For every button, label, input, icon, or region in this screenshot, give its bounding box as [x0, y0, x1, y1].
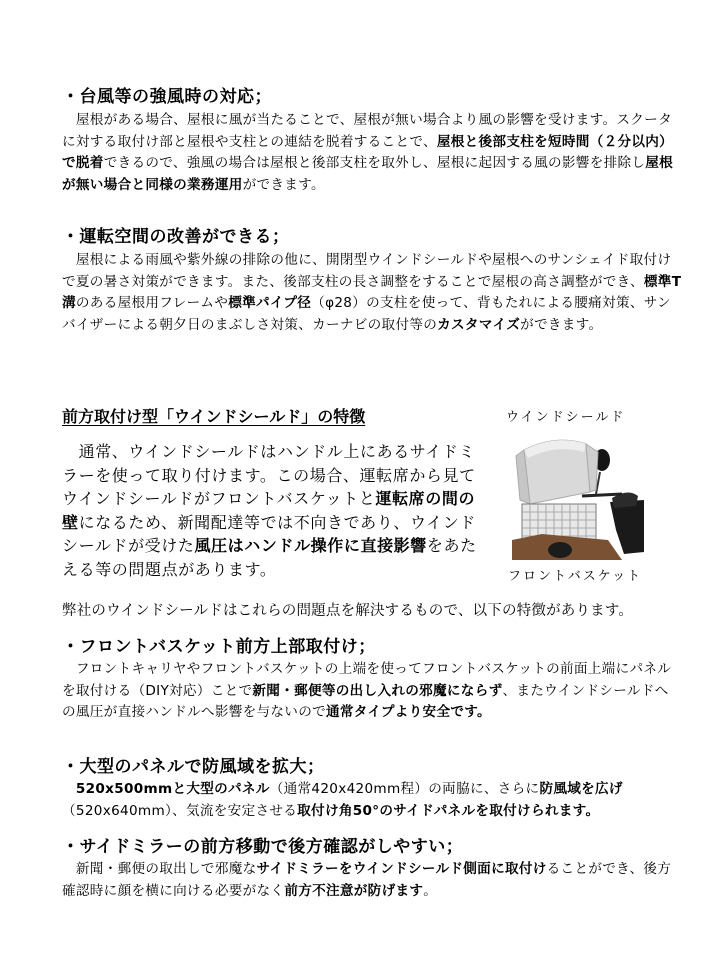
feature-heading: ・大型のパネルで防風域を拡大； [62, 757, 325, 777]
text-run-bold: 前方不注意が防げます [284, 882, 424, 899]
text-run: をあたえる等の問題点があります。 [62, 536, 477, 579]
feature-heading: ・サイドミラーの前方移動で後方確認がしやすい； [62, 837, 464, 857]
text-run: のある屋根用フレームや [75, 295, 229, 311]
section-heading: ・台風等の強風時の対応； [62, 87, 272, 107]
figure-label-front-basket: フロントバスケット [508, 569, 643, 584]
text-run-bold: サイドミラーをウインドシールド側面に取付け [256, 861, 547, 877]
section-heading: ・運転空間の改善ができる； [62, 227, 290, 247]
scooter-windshield-photo [512, 430, 644, 560]
text-run-bold: 通常タイプより安全です。 [325, 704, 491, 720]
text-run: フロントキャリヤやフロントバスケットの上端を使ってフロントバスケットの前面上端にパネルを取付ける（DIY対応）ことで [62, 661, 672, 699]
windshield-summary: 弊社のウインドシールドはこれらの問題点を解決するもので、以下の特徴があります。 [62, 603, 634, 619]
text-run: 新聞・郵便の取出しで邪魔な [62, 861, 257, 877]
text-run: 屋根がある場合、屋根に風が当たることで、屋根が無い場合より風の影響を受けます。スクータに対する取付け部と屋根や支柱との連結を脱着することで、 [62, 112, 672, 150]
text-run-bold: 取付け角50°のサイドパネルを取付けられます。 [297, 802, 600, 819]
text-run-bold: 風圧はハンドル操作に直接影響 [194, 536, 427, 555]
section-body [62, 250, 682, 336]
text-run-bold: 運転席の間の壁 [62, 489, 476, 532]
text-run: ることができ、後方確認時に顔を横に向ける必要がなく [62, 861, 672, 899]
text-run: 屋根による雨風や紫外線の排除の他に、開閉型ウインドシールドや屋根へのサンシェイド取付けで夏の暑さ対策ができます。また、後部支柱の長さ調整をすることで屋根の高さ調整ができ、 [62, 252, 672, 290]
text-run: できるので、強風の場合は屋根と後部支柱を取外し、屋根に起因する風の影響を排除し [103, 155, 646, 171]
text-run-bold: 標準T溝 [62, 273, 682, 311]
text-run-bold: 屋根と後部支柱を短時間（２分以内）で脱着 [62, 133, 674, 171]
feature-large-panel [62, 756, 682, 822]
text-run: （通常420x420mm程）の両脇に、さらに [269, 781, 540, 797]
figure-label-windshield: ウインドシールド [506, 410, 626, 425]
feature-side-mirror [62, 836, 682, 902]
scooter-image [512, 430, 644, 560]
feature-body [62, 779, 682, 822]
text-run: （φ28）の支柱を使って、背もたれによる腰痛対策、サンバイザーによる朝夕日のまぶしさ対策、カーナビの取付等の [62, 295, 671, 333]
text-run: 、またウインドシールドへの風圧が直接ハンドルへ影響を与ないので [62, 682, 669, 720]
feature-heading: ・フロントバスケット前方上部取付け； [62, 637, 376, 657]
text-run-bold: 標準パイプ径 [228, 295, 312, 311]
text-run-bold: カスタマイズ [437, 316, 521, 333]
windshield-intro [62, 440, 480, 581]
text-run: （520x640mm）、気流を安定させる [62, 802, 298, 819]
text-run: 通常、ウインドシールドはハンドル上にあるサイドミラーを使って取り付けます。この場合、運転席から見てウインドシールドがフロントバスケットと [62, 442, 476, 508]
text-run-bold: 520x500mmと大型のパネル [62, 781, 270, 797]
text-run: 。 [423, 882, 438, 899]
feature-body [62, 859, 682, 902]
feature-front-basket-mount [62, 636, 682, 724]
section-typhoon [62, 86, 682, 196]
text-run: になるため、新聞配達等では不向きであり、ウインドシールドが受けた [62, 512, 476, 555]
feature-body [62, 659, 682, 724]
text-run-bold: 屋根が無い場合と同様の業務運用 [62, 155, 674, 193]
text-run: ができます。 [520, 316, 603, 333]
text-run-bold: 防風域を広げ [539, 781, 623, 797]
section-driving-space [62, 226, 682, 336]
text-run: ができます。 [242, 176, 325, 193]
section-body [62, 110, 682, 196]
windshield-section-title: 前方取付け型「ウインドシールド」の特徴 [62, 407, 366, 426]
text-run-bold: 新聞・郵便等の出し入れの邪魔にならず [252, 682, 503, 699]
